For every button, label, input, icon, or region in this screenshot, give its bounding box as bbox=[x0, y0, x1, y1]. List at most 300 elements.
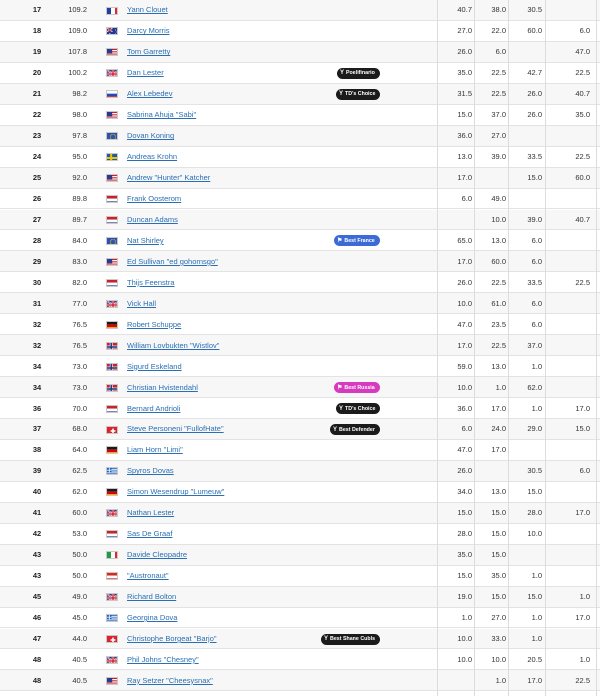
score-cell: 82.0 bbox=[72, 277, 87, 287]
score-cell: 92.0 bbox=[72, 173, 87, 183]
round-3-cell: 1.0 bbox=[531, 633, 542, 643]
uk-flag-icon bbox=[106, 300, 118, 308]
round-2-cell: 22.0 bbox=[491, 26, 506, 36]
round-4-cell bbox=[547, 482, 590, 502]
player-name-link[interactable]: Thijs Feenstra bbox=[127, 277, 175, 287]
player-name-link[interactable]: Christian Hvistendahl bbox=[127, 382, 198, 392]
round-1-cell: 40.7 bbox=[457, 5, 472, 15]
award-badge bbox=[337, 68, 380, 79]
player-name-link[interactable]: Ed Sullivan "ed gohornsgo" bbox=[127, 256, 218, 266]
score-cell: 89.8 bbox=[72, 194, 87, 204]
round-2-cell: 22.5 bbox=[491, 340, 506, 350]
table-row bbox=[0, 335, 600, 356]
round-1-cell: 47.0 bbox=[457, 445, 472, 455]
round-3-cell: 33.5 bbox=[527, 277, 542, 287]
round-4-cell: 6.0 bbox=[579, 466, 590, 476]
player-name-link[interactable]: Yann Clouet bbox=[127, 5, 168, 15]
round-3-cell: 15.0 bbox=[527, 173, 542, 183]
round-4-cell: 6.0 bbox=[579, 26, 590, 36]
award-icon: Y bbox=[324, 636, 329, 642]
score-cell: 109.2 bbox=[68, 5, 87, 15]
score-cell: 83.0 bbox=[72, 256, 87, 266]
eu-flag-icon bbox=[106, 132, 118, 140]
round-4-cell: 22.5 bbox=[575, 277, 590, 287]
table-row bbox=[0, 210, 600, 231]
player-name-link[interactable]: "Austronaut" bbox=[127, 571, 169, 581]
award-label: Best Defender bbox=[339, 426, 375, 433]
australia-flag-icon bbox=[106, 27, 118, 35]
rank-cell: 24 bbox=[32, 152, 42, 162]
award-icon: ⚑ bbox=[337, 238, 343, 245]
germany-flag-icon bbox=[106, 446, 118, 454]
round-3-cell: 15.0 bbox=[527, 592, 542, 602]
rank-cell: 45 bbox=[32, 592, 42, 602]
round-3-cell: 42.7 bbox=[527, 68, 542, 78]
round-1-cell: 13.0 bbox=[457, 152, 472, 162]
award-icon: ⚑ bbox=[337, 385, 343, 392]
round-3-cell: 1.0 bbox=[531, 571, 542, 581]
score-cell: 84.0 bbox=[72, 235, 87, 245]
score-cell: 68.0 bbox=[72, 424, 87, 434]
table-row bbox=[0, 63, 600, 84]
score-cell: 40.5 bbox=[72, 675, 87, 685]
round-3-cell: 62.0 bbox=[527, 382, 542, 392]
rank-cell: 32 bbox=[32, 319, 42, 329]
score-cell: 53.0 bbox=[72, 529, 87, 539]
award-badge bbox=[334, 235, 380, 246]
player-name-link[interactable]: Christophe Borgeat "Barjo" bbox=[127, 633, 217, 643]
score-cell: 40.5 bbox=[72, 654, 87, 664]
switzerland-flag-icon bbox=[106, 426, 118, 434]
round-3-cell: 1.0 bbox=[531, 613, 542, 623]
player-name-link[interactable]: Alex Lebedev bbox=[127, 89, 173, 99]
round-4-cell: 47.0 bbox=[575, 47, 590, 57]
round-1-cell: 10.0 bbox=[457, 298, 472, 308]
round-2-cell: 37.0 bbox=[491, 110, 506, 120]
table-row bbox=[0, 608, 600, 629]
award-label: Best Shane Cubls bbox=[330, 636, 376, 642]
norway-flag-icon bbox=[106, 342, 118, 350]
round-3-cell: 28.0 bbox=[527, 508, 542, 518]
table-row bbox=[0, 189, 600, 210]
table-row bbox=[0, 147, 600, 168]
round-2-cell: 49.0 bbox=[491, 194, 506, 204]
score-cell: 50.0 bbox=[72, 571, 87, 581]
rank-cell: 22 bbox=[32, 110, 42, 120]
column-divider bbox=[545, 0, 546, 696]
round-1-cell: 15.0 bbox=[457, 110, 472, 120]
score-cell: 62.0 bbox=[72, 487, 87, 497]
round-3-cell: 30.5 bbox=[527, 466, 542, 476]
round-2-cell: 17.0 bbox=[491, 403, 506, 413]
award-icon: Y bbox=[339, 91, 344, 98]
round-2-cell: 38.0 bbox=[491, 5, 506, 15]
rank-cell: 32 bbox=[32, 340, 42, 350]
column-divider bbox=[596, 0, 597, 696]
rank-cell: 34 bbox=[32, 382, 42, 392]
round-3-cell: 29.0 bbox=[527, 424, 542, 434]
rank-cell: 30 bbox=[32, 277, 42, 287]
round-1-cell: 47.0 bbox=[457, 319, 472, 329]
round-2-cell: 13.0 bbox=[491, 487, 506, 497]
netherlands-flag-icon bbox=[106, 530, 118, 538]
eu-flag-icon bbox=[106, 237, 118, 245]
france-flag-icon bbox=[106, 7, 118, 15]
rank-cell: 23 bbox=[32, 131, 42, 141]
player-name-link[interactable]: Sas De Graaf bbox=[127, 529, 173, 539]
germany-flag-icon bbox=[106, 321, 118, 329]
round-2-cell: 39.0 bbox=[491, 152, 506, 162]
rank-cell: 19 bbox=[32, 47, 42, 57]
round-4-cell: 40.7 bbox=[575, 214, 590, 224]
round-2-cell: 13.0 bbox=[491, 361, 506, 371]
player-name-link[interactable]: Andrew "Hunter" Katcher bbox=[127, 173, 211, 183]
score-cell: 76.5 bbox=[72, 340, 87, 350]
score-cell: 45.0 bbox=[72, 613, 87, 623]
rank-cell: 39 bbox=[32, 466, 42, 476]
player-name-link[interactable]: Liam Horn "Limi" bbox=[127, 445, 183, 455]
round-3-cell: 26.0 bbox=[527, 110, 542, 120]
score-cell: 98.2 bbox=[72, 89, 87, 99]
player-name-link[interactable]: Tom Garretty bbox=[127, 47, 171, 57]
score-cell: 70.0 bbox=[72, 403, 87, 413]
score-cell: 50.0 bbox=[72, 550, 87, 560]
round-1-cell: 26.0 bbox=[457, 277, 472, 287]
player-name-link[interactable]: Andreas Krohn bbox=[127, 152, 178, 162]
round-4-cell: 17.0 bbox=[575, 613, 590, 623]
round-3-cell: 1.0 bbox=[531, 361, 542, 371]
table-row bbox=[0, 126, 600, 147]
round-3-cell: 60.0 bbox=[527, 26, 542, 36]
table-row bbox=[0, 649, 600, 670]
rank-cell: 21 bbox=[32, 89, 42, 99]
award-icon: Y bbox=[339, 405, 344, 412]
round-3-cell: 17.0 bbox=[527, 675, 542, 685]
rank-cell: 31 bbox=[32, 298, 42, 308]
score-cell: 109.0 bbox=[68, 26, 87, 36]
rank-cell: 46 bbox=[32, 613, 42, 623]
player-name-link[interactable]: Georgina Dova bbox=[127, 613, 178, 623]
rank-cell: 42 bbox=[32, 529, 42, 539]
award-label: Best France bbox=[344, 237, 375, 244]
italy-flag-icon bbox=[106, 551, 118, 559]
player-name-link[interactable]: Robert Schuppe bbox=[127, 319, 182, 329]
table-row bbox=[0, 251, 600, 272]
round-1-cell: 10.0 bbox=[457, 382, 472, 392]
netherlands-flag-icon bbox=[106, 195, 118, 203]
netherlands-flag-icon bbox=[106, 216, 118, 224]
rank-cell: 36 bbox=[32, 403, 42, 413]
usa-flag-icon bbox=[106, 258, 118, 266]
round-4-cell: 40.7 bbox=[575, 89, 590, 99]
player-name-link[interactable]: Sabrina Ahuja "Sabi" bbox=[127, 110, 197, 120]
table-row bbox=[0, 272, 600, 293]
round-4-cell bbox=[547, 251, 590, 271]
round-1-cell bbox=[441, 670, 472, 690]
table-row bbox=[0, 482, 600, 503]
round-1-cell: 19.0 bbox=[457, 592, 472, 602]
table-row bbox=[0, 587, 600, 608]
rank-cell: 25 bbox=[32, 173, 42, 183]
round-2-cell: 27.0 bbox=[491, 131, 506, 141]
table-row bbox=[0, 545, 600, 566]
round-4-cell: 1.0 bbox=[579, 592, 590, 602]
round-2-cell: 22.5 bbox=[491, 89, 506, 99]
round-4-cell bbox=[547, 0, 590, 20]
round-3-cell: 26.0 bbox=[527, 89, 542, 99]
round-3-cell: 33.5 bbox=[527, 152, 542, 162]
germany-flag-icon bbox=[106, 488, 118, 496]
round-3-cell: 20.5 bbox=[527, 654, 542, 664]
player-name-link[interactable]: Vick Hall bbox=[127, 298, 157, 308]
score-cell: 97.8 bbox=[72, 131, 87, 141]
rank-cell: 48 bbox=[32, 675, 42, 685]
round-2-cell bbox=[476, 168, 506, 188]
rank-cell: 43 bbox=[32, 571, 42, 581]
round-1-cell bbox=[441, 210, 472, 230]
rank-cell: 34 bbox=[32, 361, 42, 371]
usa-flag-icon bbox=[106, 677, 118, 685]
table-row bbox=[0, 356, 600, 377]
score-cell: 89.7 bbox=[72, 214, 87, 224]
greece-flag-icon bbox=[106, 614, 118, 622]
rank-cell: 18 bbox=[32, 26, 42, 36]
round-1-cell: 31.5 bbox=[457, 89, 472, 99]
round-4-cell bbox=[547, 335, 590, 355]
award-label: TD's Choice bbox=[345, 91, 376, 98]
table-row bbox=[0, 21, 600, 42]
score-cell: 76.5 bbox=[72, 319, 87, 329]
score-cell: 64.0 bbox=[72, 445, 87, 455]
rank-cell: 48 bbox=[32, 654, 42, 664]
austria-flag-icon bbox=[106, 572, 118, 580]
round-1-cell: 17.0 bbox=[457, 256, 472, 266]
column-divider bbox=[474, 0, 475, 696]
round-2-cell: 15.0 bbox=[491, 508, 506, 518]
award-label: Best Russia bbox=[344, 384, 375, 391]
rank-cell: 20 bbox=[32, 68, 42, 78]
player-name-link[interactable]: Ray Setzer "Cheesysnax" bbox=[127, 675, 213, 685]
uk-flag-icon bbox=[106, 593, 118, 601]
round-1-cell: 17.0 bbox=[457, 340, 472, 350]
round-2-cell: 15.0 bbox=[491, 550, 506, 560]
round-3-cell bbox=[509, 126, 542, 146]
table-row bbox=[0, 84, 600, 105]
table-row bbox=[0, 293, 600, 314]
round-3-cell: 6.0 bbox=[531, 319, 542, 329]
round-4-cell: 22.5 bbox=[575, 675, 590, 685]
round-1-cell: 59.0 bbox=[457, 361, 472, 371]
round-3-cell: 30.5 bbox=[527, 5, 542, 15]
table-row bbox=[0, 524, 600, 545]
uk-flag-icon bbox=[106, 69, 118, 77]
player-name-link[interactable]: Darcy Morris bbox=[127, 26, 170, 36]
round-3-cell: 6.0 bbox=[531, 256, 542, 266]
round-2-cell: 10.0 bbox=[491, 654, 506, 664]
round-2-cell: 22.5 bbox=[491, 68, 506, 78]
round-2-cell: 6.0 bbox=[495, 47, 506, 57]
uk-flag-icon bbox=[106, 509, 118, 517]
score-cell: 49.0 bbox=[72, 592, 87, 602]
round-2-cell: 10.0 bbox=[491, 214, 506, 224]
round-1-cell: 10.0 bbox=[457, 654, 472, 664]
award-icon: Y bbox=[333, 426, 338, 433]
table-row bbox=[0, 566, 600, 587]
round-4-cell bbox=[547, 377, 590, 397]
table-row bbox=[0, 398, 600, 419]
round-3-cell: 15.0 bbox=[527, 487, 542, 497]
round-4-cell: 15.0 bbox=[575, 424, 590, 434]
award-label: Poelifinario bbox=[346, 70, 375, 77]
round-4-cell bbox=[547, 566, 590, 586]
award-icon: Y bbox=[340, 70, 345, 77]
award-badge bbox=[321, 634, 380, 645]
table-row bbox=[0, 629, 600, 650]
rank-cell: 29 bbox=[32, 256, 42, 266]
round-2-cell: 27.0 bbox=[491, 613, 506, 623]
round-1-cell: 15.0 bbox=[457, 571, 472, 581]
norway-flag-icon bbox=[106, 363, 118, 371]
round-2-cell: 17.0 bbox=[491, 445, 506, 455]
table-row bbox=[0, 461, 600, 482]
round-3-cell bbox=[509, 189, 542, 209]
rank-cell: 37 bbox=[32, 424, 42, 434]
round-4-cell bbox=[547, 126, 590, 146]
round-1-cell: 15.0 bbox=[457, 508, 472, 518]
round-4-cell bbox=[547, 189, 590, 209]
round-4-cell bbox=[547, 629, 590, 649]
player-name-link[interactable]: Davide Cleopadre bbox=[127, 550, 188, 560]
rank-cell: 26 bbox=[32, 194, 42, 204]
round-2-cell: 23.5 bbox=[491, 319, 506, 329]
sweden-flag-icon bbox=[106, 153, 118, 161]
table-row bbox=[0, 670, 600, 691]
score-cell: 44.0 bbox=[72, 633, 87, 643]
round-4-cell: 17.0 bbox=[575, 508, 590, 518]
score-cell: 77.0 bbox=[72, 298, 87, 308]
rank-cell: 38 bbox=[32, 445, 42, 455]
round-4-cell: 17.0 bbox=[575, 403, 590, 413]
award-label: TD's Choice bbox=[345, 405, 376, 412]
norway-flag-icon bbox=[106, 384, 118, 392]
round-1-cell: 26.0 bbox=[457, 466, 472, 476]
score-cell: 100.2 bbox=[68, 68, 87, 78]
table-row bbox=[0, 230, 600, 251]
award-badge bbox=[336, 403, 380, 414]
round-1-cell: 26.0 bbox=[457, 47, 472, 57]
round-1-cell: 65.0 bbox=[457, 235, 472, 245]
round-4-cell: 22.5 bbox=[575, 68, 590, 78]
player-name-link[interactable]: Dovan Koning bbox=[127, 131, 175, 141]
round-1-cell: 10.0 bbox=[457, 633, 472, 643]
score-cell: 60.0 bbox=[72, 508, 87, 518]
uk-flag-icon bbox=[106, 656, 118, 664]
netherlands-flag-icon bbox=[106, 405, 118, 413]
round-2-cell: 13.0 bbox=[491, 235, 506, 245]
round-2-cell: 1.0 bbox=[495, 382, 506, 392]
round-2-cell: 15.0 bbox=[491, 529, 506, 539]
score-cell: 95.0 bbox=[72, 152, 87, 162]
player-name-link[interactable]: Bernard Andrioli bbox=[127, 403, 181, 413]
round-3-cell: 1.0 bbox=[531, 403, 542, 413]
player-name-link[interactable]: Spyros Dovas bbox=[127, 466, 174, 476]
round-4-cell bbox=[547, 293, 590, 313]
score-cell: 73.0 bbox=[72, 361, 87, 371]
player-name-link[interactable]: Frank Oosterom bbox=[127, 194, 182, 204]
score-cell: 73.0 bbox=[72, 382, 87, 392]
player-name-link[interactable]: Richard Bolton bbox=[127, 592, 177, 602]
round-2-cell: 33.0 bbox=[491, 633, 506, 643]
rank-cell: 27 bbox=[32, 214, 42, 224]
player-name-link[interactable]: Nat Shirley bbox=[127, 235, 164, 245]
round-4-cell bbox=[547, 524, 590, 544]
round-2-cell: 61.0 bbox=[491, 298, 506, 308]
round-2-cell: 15.0 bbox=[491, 592, 506, 602]
greece-flag-icon bbox=[106, 467, 118, 475]
round-3-cell bbox=[509, 545, 542, 565]
round-2-cell: 60.0 bbox=[491, 256, 506, 266]
column-divider bbox=[508, 0, 509, 696]
score-cell: 107.8 bbox=[68, 47, 87, 57]
rank-cell: 28 bbox=[32, 235, 42, 245]
usa-flag-icon bbox=[106, 174, 118, 182]
usa-flag-icon bbox=[106, 48, 118, 56]
russia-flag-icon bbox=[106, 90, 118, 98]
player-name-link[interactable]: Duncan Adams bbox=[127, 214, 178, 224]
table-row bbox=[0, 0, 600, 21]
round-3-cell bbox=[509, 42, 542, 62]
table-row bbox=[0, 168, 600, 189]
award-badge bbox=[336, 89, 380, 100]
round-2-cell: 1.0 bbox=[495, 675, 506, 685]
player-name-link[interactable]: Sigurd Eskeland bbox=[127, 361, 182, 371]
table-row bbox=[0, 503, 600, 524]
round-2-cell: 24.0 bbox=[491, 424, 506, 434]
player-name-link[interactable]: Dan Lester bbox=[127, 68, 164, 78]
round-2-cell: 22.5 bbox=[491, 277, 506, 287]
player-name-link[interactable]: Phil Johns "Chesney" bbox=[127, 654, 199, 664]
score-cell: 98.0 bbox=[72, 110, 87, 120]
table-row bbox=[0, 419, 600, 440]
round-1-cell: 28.0 bbox=[457, 529, 472, 539]
award-badge bbox=[334, 382, 380, 393]
round-1-cell: 17.0 bbox=[457, 173, 472, 183]
player-name-link[interactable]: Nathan Lester bbox=[127, 508, 175, 518]
round-4-cell: 35.0 bbox=[575, 110, 590, 120]
award-badge bbox=[330, 424, 380, 435]
table-row bbox=[0, 105, 600, 126]
round-2-cell bbox=[476, 461, 506, 481]
table-row bbox=[0, 440, 600, 461]
round-1-cell: 1.0 bbox=[461, 613, 472, 623]
player-name-link[interactable]: William Lovbukten "Wistlov" bbox=[127, 340, 220, 350]
player-name-link[interactable]: Steve Personeni "FullofHate" bbox=[127, 424, 224, 434]
switzerland-flag-icon bbox=[106, 635, 118, 643]
round-4-cell: 22.5 bbox=[575, 152, 590, 162]
score-cell: 62.5 bbox=[72, 466, 87, 476]
table-row bbox=[0, 42, 600, 63]
rank-cell: 17 bbox=[32, 5, 42, 15]
round-1-cell: 6.0 bbox=[461, 194, 472, 204]
round-3-cell: 10.0 bbox=[527, 529, 542, 539]
round-4-cell: 60.0 bbox=[575, 173, 590, 183]
round-3-cell: 6.0 bbox=[531, 298, 542, 308]
round-4-cell bbox=[547, 314, 590, 334]
table-row bbox=[0, 314, 600, 335]
round-1-cell: 6.0 bbox=[461, 424, 472, 434]
player-name-link[interactable]: Simon Wesendrup "Lumeuw" bbox=[127, 487, 225, 497]
round-4-cell bbox=[547, 545, 590, 565]
